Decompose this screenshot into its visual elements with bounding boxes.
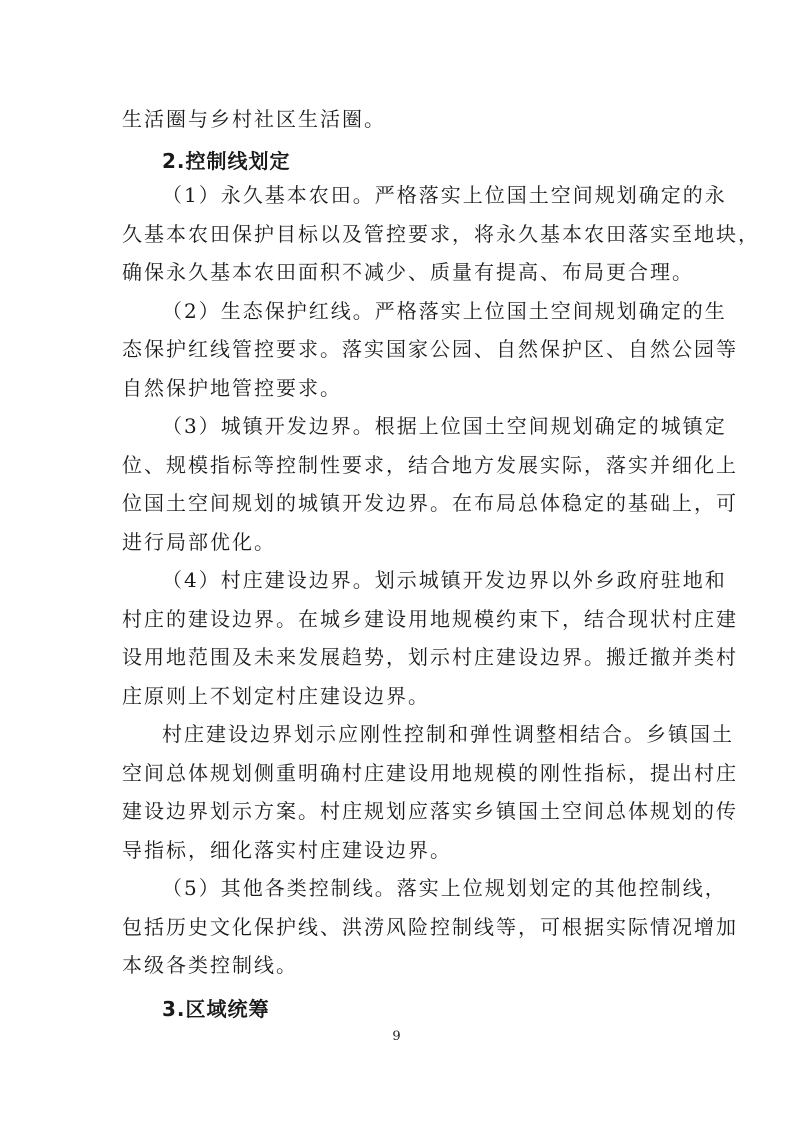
text-line: 建设边界划示方案。村庄规划应落实乡镇国土空间总体规划的传 xyxy=(122,799,738,823)
text-line: （5）其他各类控制线。落实上位规划划定的其他控制线， xyxy=(162,876,727,900)
text-line: 位、规模指标等控制性要求，结合地方发展实际，落实并细化上 xyxy=(122,453,738,477)
text-line: 导指标，细化落实村庄建设边界。 xyxy=(122,838,452,862)
text-line: （3）城镇开发边界。根据上位国土空间规划确定的城镇定 xyxy=(162,414,727,438)
page-number: 9 xyxy=(392,1029,401,1044)
text-line: 位国土空间规划的城镇开发边界。在布局总体稳定的基础上，可 xyxy=(122,491,738,515)
text-line: 村庄建设边界划示应刚性控制和弹性调整相结合。乡镇国土 xyxy=(162,722,734,746)
text-line: 生活圈与乡村社区生活圈。 xyxy=(122,107,386,131)
text-line: 设用地范围及未来发展趋势，划示村庄建设边界。搬迁撤并类村 xyxy=(122,645,738,669)
text-line: （2）生态保护红线。严格落实上位国土空间规划确定的生 xyxy=(162,299,727,323)
text-line: （4）村庄建设边界。划示城镇开发边界以外乡政府驻地和 xyxy=(162,568,727,592)
text-line: 自然保护地管控要求。 xyxy=(122,376,342,400)
text-line: 态保护红线管控要求。落实国家公园、自然保护区、自然公园等 xyxy=(122,337,738,361)
text-line: 进行局部优化。 xyxy=(122,530,276,554)
text-line: 确保永久基本农田面积不减少、质量有提高、布局更合理。 xyxy=(122,260,694,284)
text-line: 包括历史文化保护线、洪涝风险控制线等，可根据实际情况增加 xyxy=(122,915,738,939)
text-line: 空间总体规划侧重明确村庄建设用地规模的刚性指标，提出村庄 xyxy=(122,761,738,785)
text-line: （1）永久基本农田。严格落实上位国土空间规划确定的永 xyxy=(162,183,727,207)
text-line: 村庄的建设边界。在城乡建设用地规模约束下，结合现状村庄建 xyxy=(122,607,738,631)
section-heading: 2.控制线划定 xyxy=(162,149,291,173)
text-line: 庄原则上不划定村庄建设边界。 xyxy=(122,684,430,708)
text-line: 本级各类控制线。 xyxy=(122,953,298,977)
section-heading: 3.区域统筹 xyxy=(162,997,270,1021)
text-line: 久基本农田保护目标以及管控要求，将永久基本农田落实至地块， xyxy=(122,222,760,246)
